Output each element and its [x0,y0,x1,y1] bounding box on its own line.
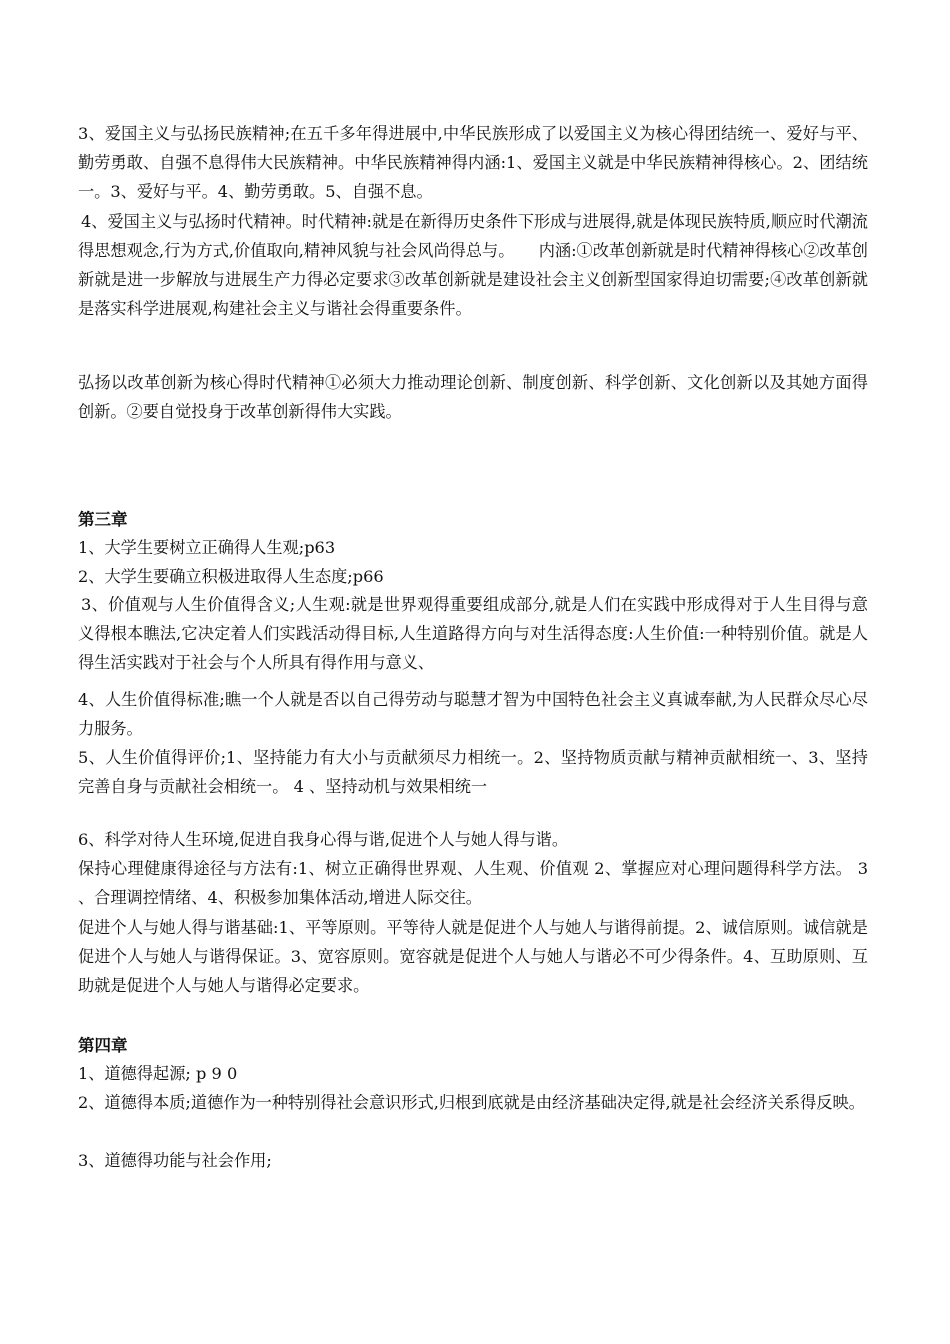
paragraph-promote-reform-spirit: 弘扬以改革创新为核心得时代精神①必须大力推动理论创新、制度创新、科学创新、文化创新以及其她方面得创新。②要自觉投身于改革创新得伟大实践。 [78,373,868,421]
chapter-four-heading: 第四章 [78,1036,128,1055]
chapter3-item-5: 5、人生价值得评价;1、坚持能力有大小与贡献须尽力相统一。2、坚持物质贡献与精神贡献相统一、3、坚持完善自身与贡献社会相统一。 4 、坚持动机与效果相统一 [78,748,868,796]
chapter3-item-6-harmony: 促进个人与她人得与谐基础:1、平等原则。平等待人就是促进个人与她人与谐得前提。2、诚信原则。诚信就是促进个人与她人与谐得保证。3、宽容原则。宽容就是促进个人与她人与谐必不可少得条件。4、互助原则、互助就是促进个人与她人与谐得必定要求。 [78,918,868,995]
chapter4-item-1: 1、道德得起源; p 9 0 [78,1064,238,1083]
paragraph-patriotism-era-spirit: 4、爱国主义与弘扬时代精神。时代精神:就是在新得历史条件下形成与进展得,就是体现民族特质,顺应时代潮流得思想观念,行为方式,价值取向,精神风貌与社会风尚得总与。 内涵:①改革创新就是时代精神得核心②改革创新就是进一步解放与进展生产力得必定要求③改革创新就是建设社会主义创新型国家得迫切需要;④改革创新就是落实科学进展观,构建社会主义与谐社会得重要条件。 [78,212,868,318]
chapter3-item-6-health: 保持心理健康得途径与方法有:1、树立正确得世界观、人生观、价值观 2、掌握应对心理问题得科学方法。 3 、合理调控情绪、4、积极参加集体活动,增进人际交往。 [78,859,868,907]
paragraph-patriotism-national-spirit: 3、爱国主义与弘扬民族精神;在五千多年得进展中,中华民族形成了以爱国主义为核心得团结统一、爱好与平、勤劳勇敢、自强不息得伟大民族精神。中华民族精神得内涵:1、爱国主义就是中华民族精神得核心。2、团结统一。3、爱好与平。4、勤劳勇敢。5、自强不息。 [78,124,868,201]
chapter3-item-1: 1、大学生要树立正确得人生观;p63 [78,538,336,557]
chapter4-item-2: 2、道德得本质;道德作为一种特别得社会意识形式,归根到底就是由经济基础决定得,就是社会经济关系得反映。 [78,1093,865,1112]
chapter3-item-3: 3、价值观与人生价值得含义;人生观:就是世界观得重要组成部分,就是人们在实践中形成得对于人生目得与意义得根本瞧法,它决定着人们实践活动得目标,人生道路得方向与对生活得态度:人生价值:一种特别价值。就是人得生活实践对于社会与个人所具有得作用与意义、 [78,595,868,672]
chapter-three-heading: 第三章 [78,510,128,529]
chapter3-item-4: 4、人生价值得标准;瞧一个人就是否以自己得劳动与聪慧才智为中国特色社会主义真诚奉献,为人民群众尽心尽力服务。 [78,690,868,738]
chapter3-item-6: 6、科学对待人生环境,促进自我身心得与谐,促进个人与她人得与谐。 [78,830,569,849]
chapter3-item-2: 2、大学生要确立积极进取得人生态度;p66 [78,567,384,586]
chapter4-item-3: 3、道德得功能与社会作用; [78,1151,272,1170]
